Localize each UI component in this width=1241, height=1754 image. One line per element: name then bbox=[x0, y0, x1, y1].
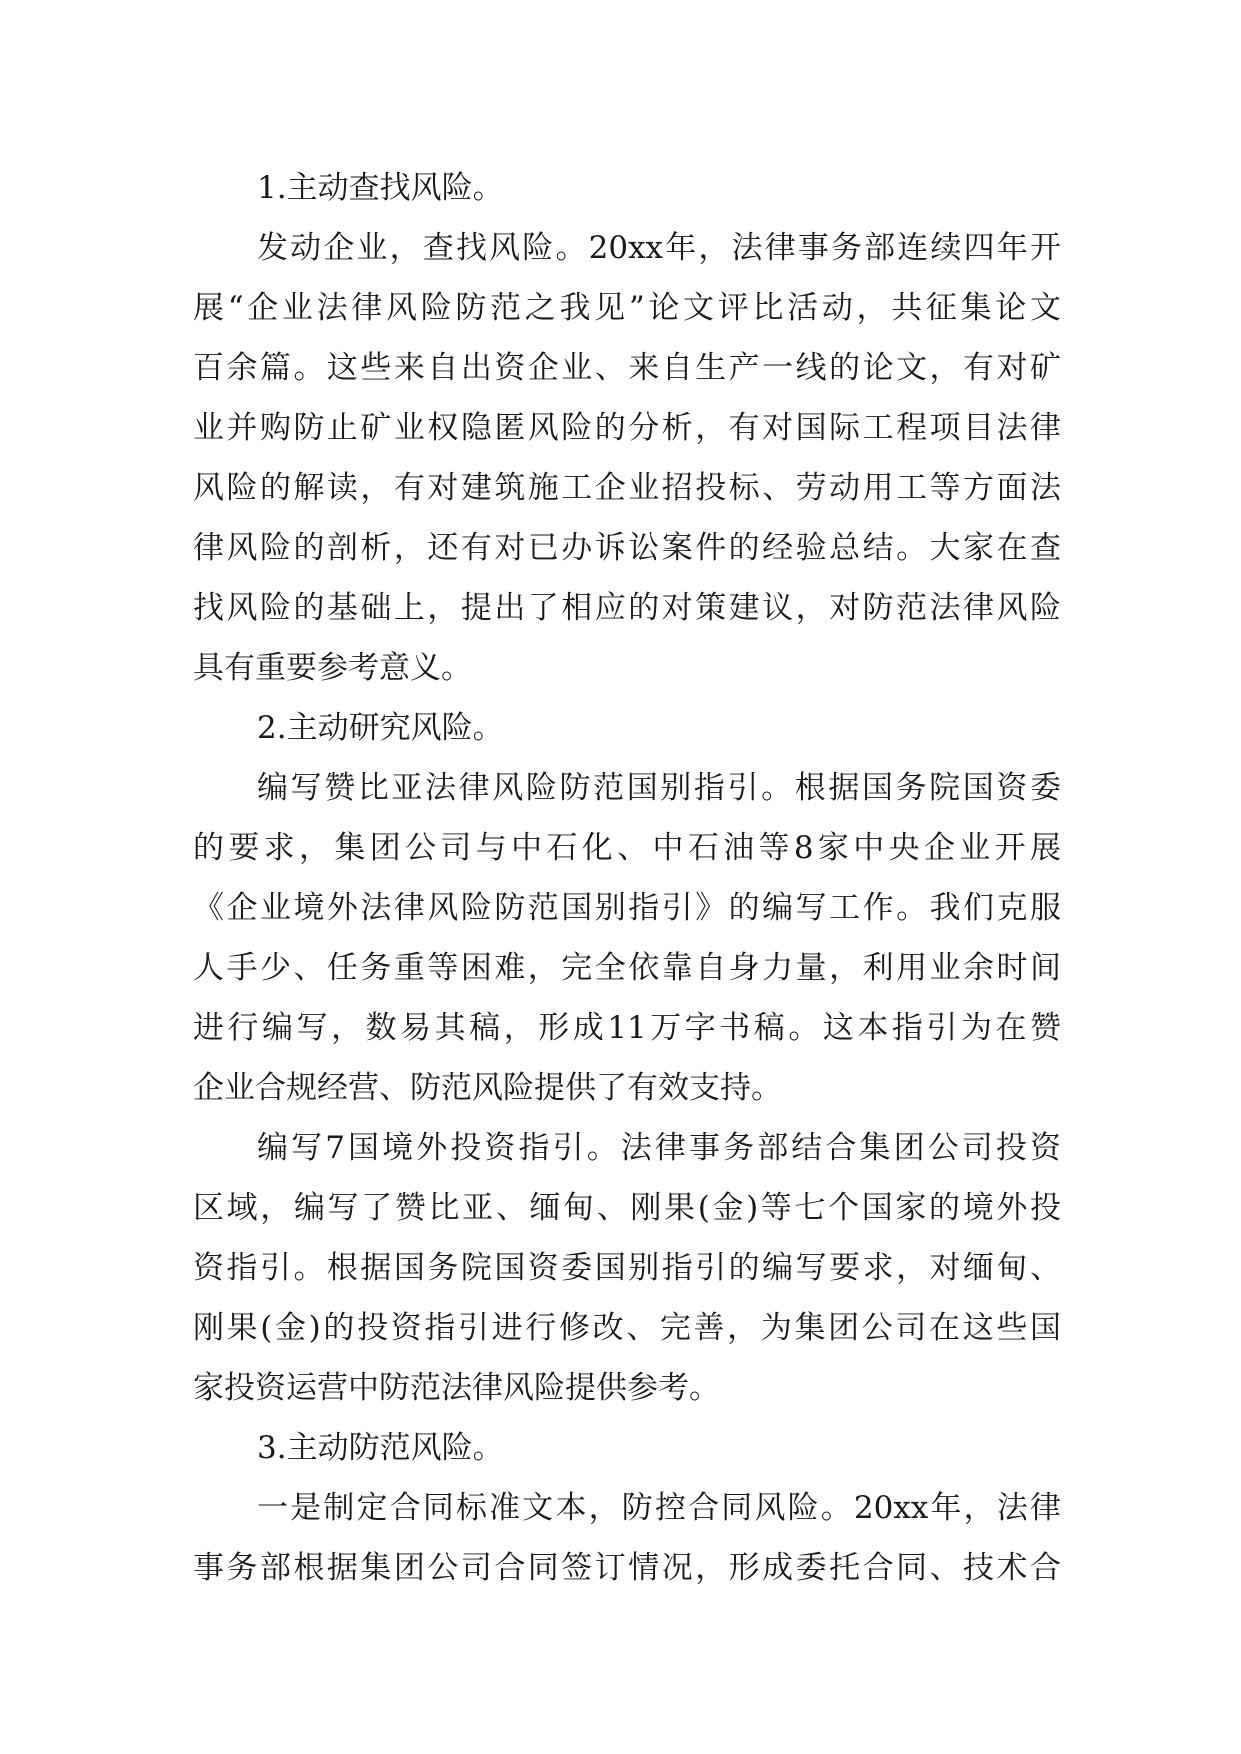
paragraph-line: 百余篇。这些来自出资企业、来自生产一线的论文，有对矿 bbox=[193, 350, 1061, 386]
paragraph-line: 具有重要参考意义。 bbox=[193, 650, 472, 686]
paragraph-line: 资指引。根据国务院国资委国别指引的编写要求，对缅甸、 bbox=[193, 1250, 1061, 1286]
paragraph-line: 家投资运营中防范法律风险提供参考。 bbox=[193, 1370, 720, 1406]
paragraph-line: 找风险的基础上，提出了相应的对策建议，对防范法律风险 bbox=[193, 590, 1061, 626]
paragraph-line: 一是制定合同标准文本，防控合同风险。20xx年，法律 bbox=[257, 1490, 1061, 1526]
paragraph-line: 的要求，集团公司与中石化、中石油等8家中央企业开展 bbox=[193, 830, 1061, 866]
paragraph-line: 进行编写，数易其稿，形成11万字书稿。这本指引为在赞 bbox=[193, 1010, 1061, 1046]
heading-3: 3.主动防范风险。 bbox=[257, 1430, 504, 1466]
heading-1: 1.主动查找风险。 bbox=[257, 170, 504, 206]
paragraph-line: 业并购防止矿业权隐匿风险的分析，有对国际工程项目法律 bbox=[193, 410, 1061, 446]
paragraph-line: 编写7国境外投资指引。法律事务部结合集团公司投资 bbox=[257, 1130, 1061, 1166]
paragraph-line: 展“企业法律风险防范之我见”论文评比活动，共征集论文 bbox=[193, 290, 1061, 326]
paragraph-line: 区域，编写了赞比亚、缅甸、刚果(金)等七个国家的境外投 bbox=[193, 1190, 1061, 1226]
document-body bbox=[193, 158, 1061, 1598]
paragraph-line: 风险的解读，有对建筑施工企业招投标、劳动用工等方面法 bbox=[193, 470, 1061, 506]
paragraph-line: 发动企业，查找风险。20xx年，法律事务部连续四年开 bbox=[257, 230, 1061, 266]
paragraph-line: 人手少、任务重等困难，完全依靠自身力量，利用业余时间 bbox=[193, 950, 1061, 986]
heading-2: 2.主动研究风险。 bbox=[257, 710, 504, 746]
paragraph-line: 事务部根据集团公司合同签订情况，形成委托合同、技术合 bbox=[193, 1550, 1061, 1586]
paragraph-line: 企业合规经营、防范风险提供了有效支持。 bbox=[193, 1070, 782, 1106]
paragraph-line: 刚果(金)的投资指引进行修改、完善，为集团公司在这些国 bbox=[193, 1310, 1061, 1346]
paragraph-line: 《企业境外法律风险防范国别指引》的编写工作。我们克服 bbox=[193, 890, 1061, 926]
paragraph-line: 编写赞比亚法律风险防范国别指引。根据国务院国资委 bbox=[257, 770, 1061, 806]
paragraph-line: 律风险的剖析，还有对已办诉讼案件的经验总结。大家在查 bbox=[193, 530, 1061, 566]
